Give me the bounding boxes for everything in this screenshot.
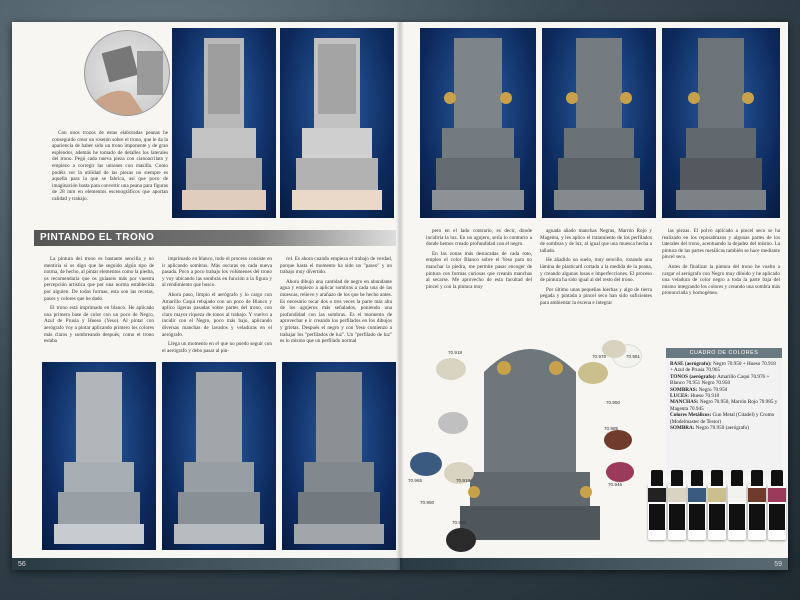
intro-text: Con unos trozos de estas elaboradas peanas he conseguido crear un rosetón sobre el trono, que le da la apariencia de haber sido un trono imponente y de gran esplendor, además he tomado de detalles los laterales del trono. Pegó cada nueva pieza con cianoacrilato y empiezo a corregir las uniones con masilla. Como podéis ver la utilidad de las piezas no siempre es aquella para la que se fabrica, así que poco de imaginación basta para convertir una peana para figuras de 28 mm en elementos escenográficos que aportan calidad y trabajo. (52, 130, 168, 202)
section-title: PINTANDO EL TRONO (40, 232, 155, 243)
swatch-negro-2 (446, 528, 476, 552)
text-column-6: las piezas. El polvo aplicado a pincel seco se ha realizado en los reposabrazos y algunas partes de los laterales del trono, acentuando la dejadez del mismo. La pintura de las partes metálicas también se hace mediante pincel seco. Antes de finalizar la pintura del trono he vuelto a cargar el aerógrafo con Negro muy diluido y he aplicado una veladura de color negro a toda la parte baja del mismo integrando los colores y creando una sombra más pronunciada y homogénea. (662, 228, 780, 297)
swatch-azul (410, 452, 442, 476)
throne-photo-primed-2 (280, 28, 394, 218)
right-footer-band (400, 558, 788, 570)
text-column-3: cel. Es ahora cuando empieza el trabajo de verdad, porque hasta el momento ha sido un "paseo" y un trabajo muy divertido. Ahora dibujo una cantidad de negro en abundante agua y empiezo a aplicar sombras a cada una de las muescas, relieve y arañazo de los que he hecho antes. Es necesario tocar dos o tres veces la parte más alta de los agujeros más señalados, poniendo una profundidad con las sombras. Es el momento de aprovechar e ir creando los perfilados en los dibujos y grietas. Después el negro y con Yeso comienzo a trabajar los "perfilados de luz". Un "perfilado de luz" es lo mismo que un perfilado normal (280, 256, 392, 345)
throne-photo-painted-3 (662, 28, 780, 218)
color-entry: LUCES: Hueso 70.918 (670, 393, 720, 400)
color-chart-body (666, 358, 782, 434)
spread-gutter (396, 22, 404, 570)
paint-bottles-group (648, 462, 788, 540)
page-number-left: 56 (18, 561, 26, 568)
paint-bottle-negro (648, 484, 666, 540)
paint-bottle-blanco (728, 484, 746, 540)
magazine-spread (12, 22, 788, 570)
color-chart-box (666, 348, 782, 476)
color-chart-title: CUADRO DE COLORES (666, 348, 782, 358)
text-column-2: imprimado en blanco, todo el proceso consiste en ir aplicando sombras. Más oscuras en cada nueva pasada. Poco a poco trabajo los volúmenes del trono y voy ubicando las sombras en función a la figura y al rendimiento que busco. Ahora paso, limpio el aerógrafo y lo cargo con Amarillo Caqui rebajado con un poco de Blanco y aplico ligeras pasadas sobre partes del trono, con claro mayor riqueza de tonos al trabajo. Y vuelvo a incidir con el Negro, poco más bajo, aplicando diversas manchas de lavados y veladuras en el aerógrafo. Llega un momento en el que no puedo seguir con el aerógrafo y debo pasar al pin- (162, 256, 272, 354)
color-entry: Colores Metálicos: Gun Metal (Citadel) y Cromo (Modelmaster de Testor) (670, 412, 775, 425)
paint-bottle-marron (748, 484, 766, 540)
text-column-5: aguada añado manchas Negras, Marrón Rojo y Magenta, y les aplico el tratamiento de los perfilados de sombras y de luz, al igual que una muesca hecha a tallado. He añadido un suelo, muy sencillo, rozando una lámina de plasticard cortada a la medida de la peana, y creando algunas losas e imperfecciones. El proceso de pintura ha sido igual al del resto del trono. Por último unas pequeñas hierbas y algo de tierra pegada y pintada a pincel seco han sido suficientes para ambientar la escena e integrar (540, 228, 652, 306)
swatch-code-9: 70.950 (420, 500, 435, 505)
swatch-code-4: 70.950 (606, 400, 621, 405)
text-column-4: pero en el lado contrario, es decir, donde incidiría la luz. En un agujero, sería lo contrario a donde hemos creado profundidad con el negro. En las zonas más destacadas de cada roto, empleo el color Blanco sobre el Yeso para no manchar la piedra, me permite pasar encoger de pintura con formas curiosas que crearán manchas al secarse. Me aprovecho de esta facultad del pincel y con la pintura muy (426, 228, 532, 290)
swatch-code-10: 70.950 (452, 520, 467, 525)
swatch-code-3: 70.951 (626, 354, 641, 359)
color-entry: SOMBRAS: Negro 70.950 (670, 386, 728, 393)
swatch-code-5: 70.965 (408, 478, 423, 483)
section-header-bar (34, 230, 396, 246)
swatch-hueso-1 (436, 358, 466, 380)
color-entry: MANCHAS: Negro 70.950, Marrón Rojo 70.985 y Magenta 70.945 (670, 399, 778, 412)
throne-photo-step-2 (162, 362, 276, 550)
swatch-code-1: 70.918 (448, 350, 463, 355)
left-page (12, 22, 400, 570)
color-entry: BASE (aerógrafo): Negro 70.950 + Hueso 70.918 + Azul de Prusia 70.965 (670, 361, 776, 374)
final-throne-composition (400, 332, 662, 558)
throne-photo-step-3 (282, 362, 396, 550)
swatch-negro-1 (438, 412, 468, 434)
throne-photo-step-1 (42, 362, 156, 550)
swatch-code-6: 70.918 (456, 478, 471, 483)
color-entry: SOMBRA: Negro 70.950 (aerógrafo) (670, 425, 749, 432)
color-entry: TONOS (aerógrafo): Amarillo Caqui 70.976 + Blanco 70.951 Negro 70.950 (670, 373, 770, 387)
throne-photo-primed-1 (172, 28, 276, 218)
paint-bottle-hueso (668, 484, 686, 540)
left-footer-band (12, 558, 400, 570)
swatch-caqui (578, 362, 608, 384)
swatch-magenta (606, 462, 634, 482)
page-number-right: 59 (774, 561, 782, 568)
throne-photo-painted-1 (420, 28, 536, 218)
paint-bottle-caqui (708, 484, 726, 540)
throne-photo-painted-2 (542, 28, 656, 218)
swatch-code-2: 70.976 (592, 354, 607, 359)
paint-bottle-magenta (768, 484, 786, 540)
swatch-code-8: 70.945 (608, 482, 623, 487)
detail-photo-circle (84, 30, 170, 116)
swatch-marron (604, 430, 632, 450)
text-column-1: La pintura del trono es bastante sencilla y no mentiría si os digo que he seguido algún tipo de norma, de hecho, al pintar elementos como la piedra, os recomendaría que os guiaseis más por vuestra percepción artística que por una norma establecida por alguien. De todas formas, esta son las recetas, pasos y colores que he dado. El trono está imprimado en blanco. He aplicado una primera base de color con un poco de Negro, Azul de Prusia y Hueso (Yeso). Al pintar con aerógrafo voy a pintar aplicando primero los colores más claros y sombreando después, como el trono estaba (44, 256, 154, 345)
paint-bottle-azul (688, 484, 706, 540)
swatch-code-7: 70.985 (604, 426, 619, 431)
right-page (400, 22, 788, 570)
